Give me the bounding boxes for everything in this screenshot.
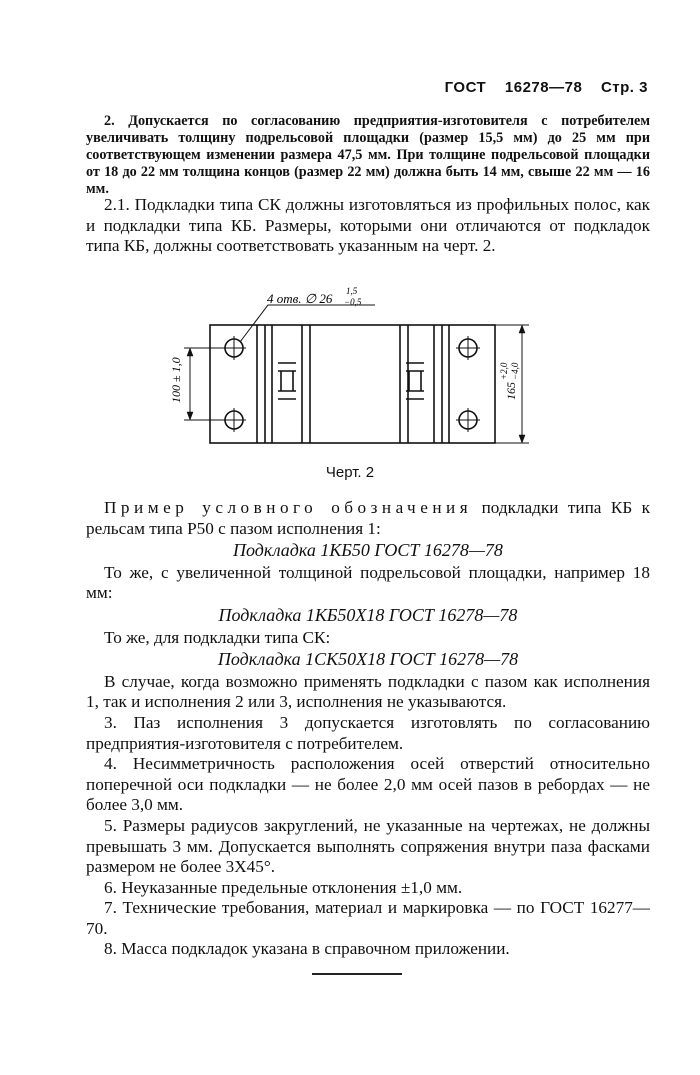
same-sk: То же, для подкладки типа СК: — [104, 627, 331, 647]
note-2-text: 2. Допускается по согласованию предприятия-изготовителя с потребителем увеличивать толщину подрельсовой площадки (размер 15,5 мм) до 25 мм при соответствующем изменении размера 47,5 мм. При толщине подрельсовой площадки от 18 до 22 мм толщина концов (размер 22 мм) должна быть 14 мм, свыше 22 мм — 16 мм. — [86, 113, 650, 197]
groove-left — [278, 363, 296, 399]
designation-examples — [86, 498, 650, 960]
holes-label: 4 отв. ∅ 26 — [267, 291, 333, 306]
item-3: 3. Паз исполнения 3 допускается изготовлять по согласованию предприятия-изготовителя с потребителем. — [86, 712, 650, 753]
item-7: 7. Технические требования, материал и маркировка — по ГОСТ 16277—70. — [86, 898, 650, 938]
same-thicker: То же, с увеличенной толщиной подрельсовой площадки, например 18 мм: — [86, 562, 650, 603]
example-3: Подкладка 1СК50Х18 ГОСТ 16278—78 — [217, 649, 519, 670]
example-intro-rest: подкладки типа КБ к рельсам типа Р50 с пазом исполнения 1: — [86, 498, 650, 538]
technical-drawing — [150, 285, 550, 455]
item-5: 5. Размеры радиусов закруглений, не указанные на чертежах, не должны превышать 3 мм. Допускается выполнять сопряжения внутри паза фасками размером не более 3Х45°. — [86, 815, 650, 877]
dim-right-lower: −4,0 — [510, 362, 520, 380]
plate-outline — [210, 325, 495, 443]
dim-right-label: 165 — [504, 382, 518, 400]
end-rule — [312, 973, 402, 975]
paragraph-2-1-text: 2.1. Подкладки типа СК должны изготовляться из профильных полос, как и подкладки типа КБ. Размеры, которыми они отличаются от подкладок типа КБ, должны соответствовать указанным на черт. 2. — [86, 195, 650, 256]
dim-right-upper: +2,0 — [499, 362, 509, 380]
dim-left-label: 100 ± 1,0 — [169, 357, 183, 403]
standard-number: 16278—78 — [504, 79, 583, 96]
example-intro — [86, 498, 650, 539]
example-intro-spaced: Пример условного обозначения — [104, 498, 473, 517]
item-6: 6. Неуказанные предельные отклонения ±1,0 мм. — [104, 877, 463, 897]
paragraph-2-1 — [86, 195, 650, 257]
item-8: 8. Масса подкладок указана в справочном приложении. — [104, 939, 510, 959]
holes-tol-lower: −0,5 — [344, 297, 362, 307]
page-number: Стр. 3 — [600, 79, 648, 96]
case-text: В случае, когда возможно применять подкладки с пазом как исполнения 1, так и исполнения 2 или 3, исполнения не указываются. — [86, 671, 650, 712]
example-1: Подкладка 1КБ50 ГОСТ 16278—78 — [233, 540, 503, 561]
standard-label: ГОСТ — [444, 79, 487, 96]
example-2: Подкладка 1КБ50Х18 ГОСТ 16278—78 — [218, 604, 518, 625]
page-header — [445, 79, 648, 96]
holes-tol-upper: 1,5 — [346, 286, 358, 296]
figure-caption: Черт. 2 — [325, 464, 375, 481]
item-4: 4. Несимметричность расположения осей отверстий относительно поперечной оси подкладки — не более 2,0 мм осей пазов в ребордах — не более 3,0 мм. — [86, 754, 650, 815]
note-2 — [86, 113, 650, 198]
